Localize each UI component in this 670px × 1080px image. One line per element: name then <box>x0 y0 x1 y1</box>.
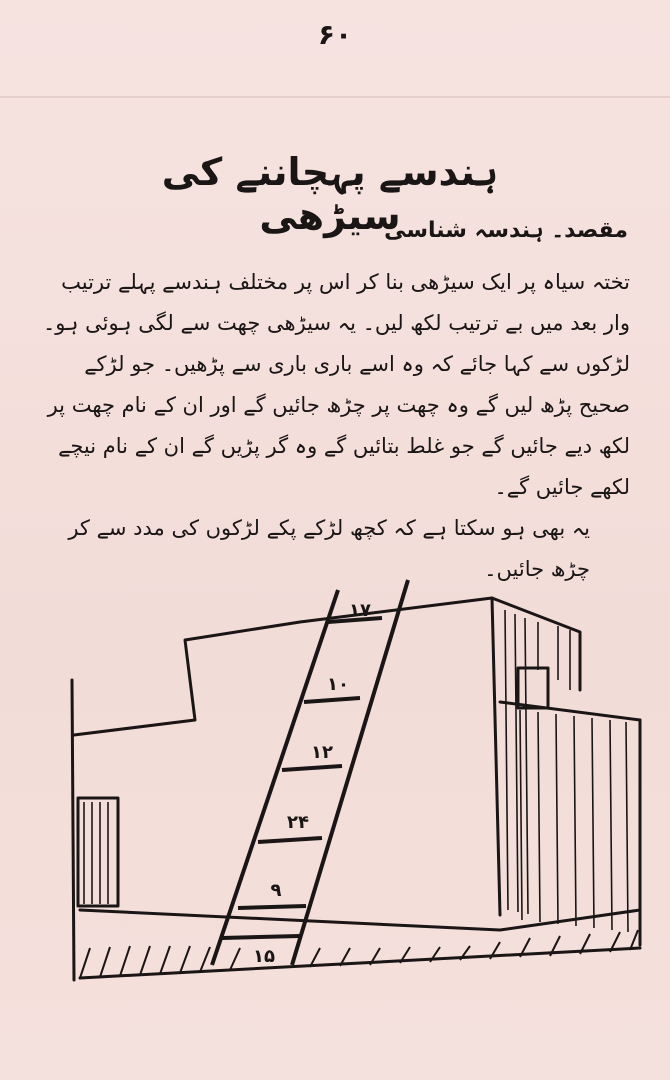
ladder-number: ۹ <box>270 880 282 901</box>
building-right-edge <box>492 598 500 915</box>
ladder-number: ۱۵ <box>253 946 275 967</box>
ladder <box>212 580 408 965</box>
objective-heading: مقصد۔ ہندسہ شناسی <box>384 218 628 243</box>
ladder-rail-right <box>292 580 408 965</box>
page-title: ہندسے پہچاننے کی سیڑھی <box>161 150 499 238</box>
left-roof-line <box>74 598 492 735</box>
ladder-number: ۲۴ <box>287 812 309 833</box>
paragraph-1: تختہ سیاہ پر ایک سیڑھی بنا کر اس پر مختلف ہندسے پہلے ترتیب وار بعد میں بے ترتیب لکھ لیں۔ یہ سیڑھی چھت سے لگی ہوئی ہو۔ لڑکوں سے کہا جائے کہ وہ اسے باری باری سے پڑھیں۔ جو لڑکے صحیح پڑھ لیں گے وہ چھت پر چڑھ جائیں گے اور ان کے نام چھت پر لکھ دیے جائیں گے جو غلط بتائیں گے وہ گر پڑیں گے ان کے نام نیچے لکھے جائیں گے۔ <box>42 270 630 499</box>
paragraph-2: یہ بھی ہو سکتا ہے کہ کچھ لڑکے پکے لڑکوں کی مدد سے کر چڑھ جائیں۔ <box>68 516 590 581</box>
wall-hatching <box>84 610 628 932</box>
ground-line-top <box>80 910 640 930</box>
right-block-roof <box>500 702 640 720</box>
page-number: ۶۰ <box>317 18 353 51</box>
window <box>518 668 548 708</box>
page-fold-line <box>0 96 670 98</box>
ladder-number: ۱۲ <box>311 742 333 763</box>
left-wall-outline <box>72 680 74 980</box>
instruction-text <box>40 262 630 590</box>
ladder-number: ۱۰ <box>327 674 349 695</box>
ladder-number: ۱۷ <box>349 600 371 621</box>
ladder-house-illustration <box>60 570 650 990</box>
